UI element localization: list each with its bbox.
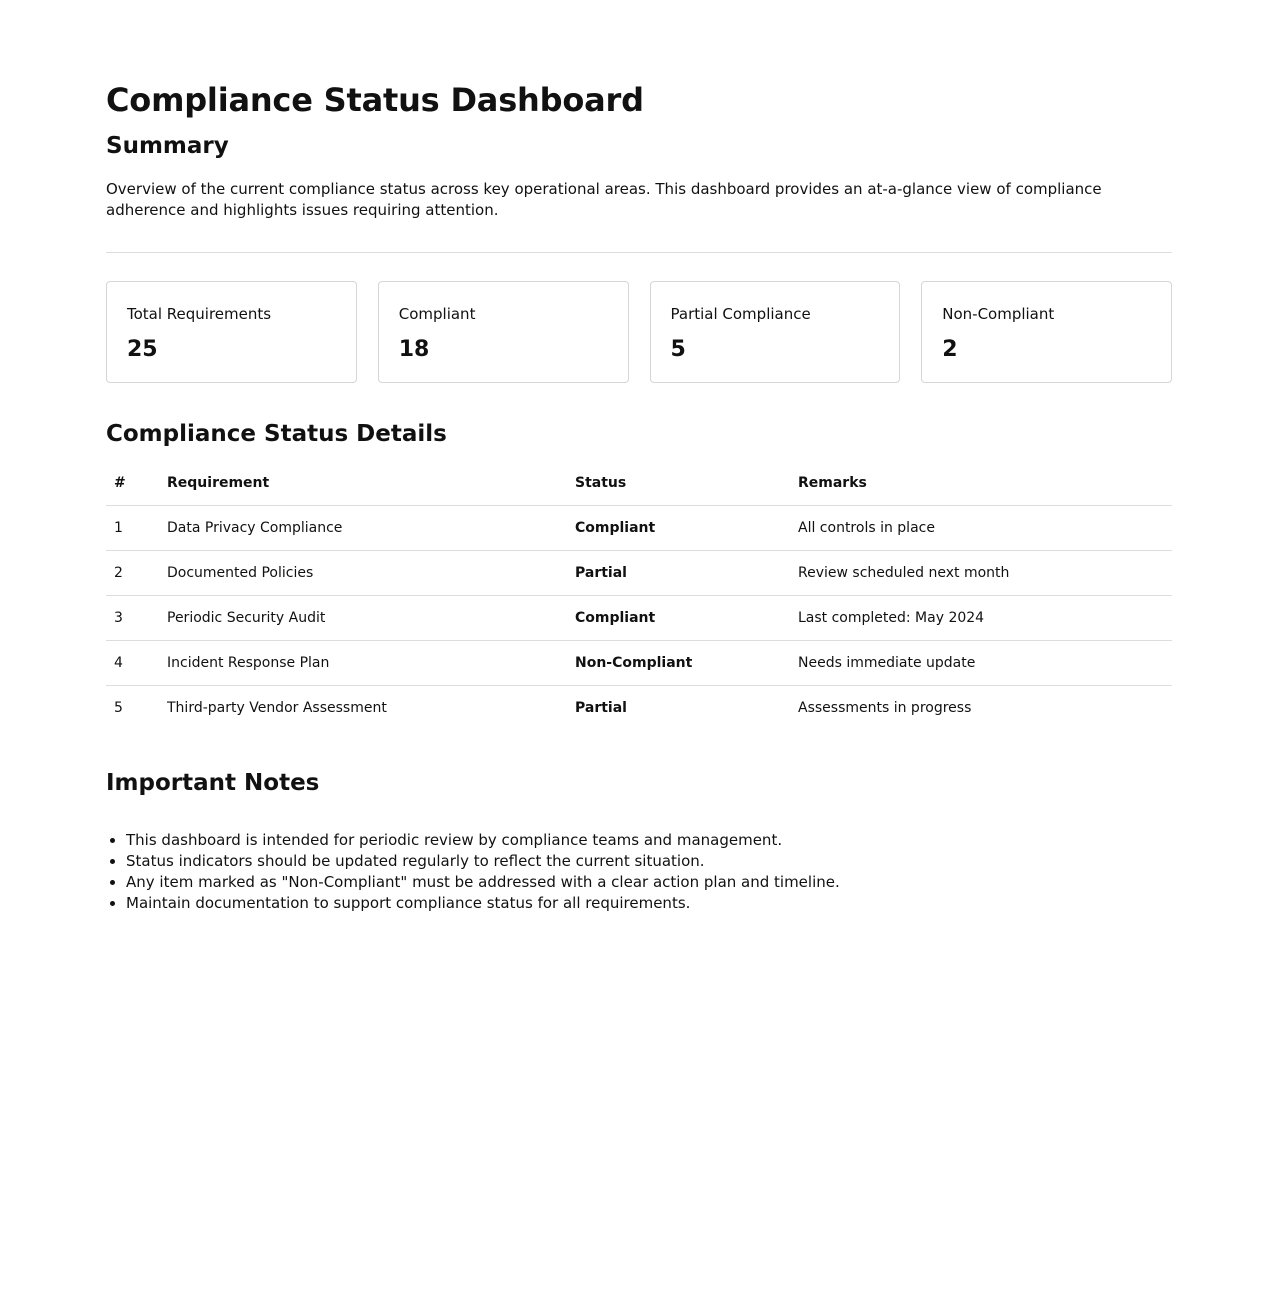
card-label: Partial Compliance	[670, 305, 811, 323]
row-status: Compliant	[567, 596, 790, 641]
notes-list	[106, 830, 1172, 914]
summary-text: Overview of the current compliance status across key operational areas. This dashboard provides an at-a-glance view of compliance adherence and highlights issues requiring attention.	[106, 180, 1102, 219]
card-value: 5	[670, 337, 686, 362]
row-requirement: Incident Response Plan	[159, 641, 567, 686]
row-number: 2	[106, 551, 159, 596]
list-item: • This dashboard is intended for periodic review by compliance teams and management.	[126, 830, 1172, 851]
row-remarks: All controls in place	[790, 506, 1172, 551]
notes-heading: Important Notes	[106, 770, 320, 796]
row-status: Partial	[575, 700, 627, 716]
table-header-row	[106, 461, 1172, 506]
row-number: 3	[106, 596, 159, 641]
card-non-compliant	[921, 281, 1172, 383]
row-requirement: Periodic Security Audit	[159, 596, 567, 641]
page-title: Compliance Status Dashboard	[106, 81, 644, 119]
list-item: • Maintain documentation to support compliance status for all requirements.	[126, 893, 1172, 914]
column-header-requirement: Requirement	[159, 461, 567, 506]
section-divider	[106, 252, 1172, 253]
card-label: Non-Compliant	[942, 305, 1055, 323]
row-remarks: Needs immediate update	[790, 641, 1172, 686]
row-remarks: Last completed: May 2024	[790, 596, 1172, 641]
summary-cards	[106, 281, 1172, 383]
row-remarks: Assessments in progress	[798, 700, 972, 716]
row-number: 5	[114, 700, 123, 716]
column-header-status: Status	[567, 461, 790, 506]
card-label: Compliant	[398, 305, 476, 323]
row-remarks: Review scheduled next month	[790, 551, 1172, 596]
card-value: 18	[398, 337, 430, 362]
details-heading: Compliance Status Details	[106, 421, 447, 447]
compliance-table	[106, 461, 1172, 730]
row-status: Non-Compliant	[567, 641, 790, 686]
card-total-requirements	[106, 281, 357, 383]
row-requirement: Data Privacy Compliance	[159, 506, 567, 551]
card-partial-compliance	[650, 281, 901, 383]
summary-heading: Summary	[106, 133, 229, 159]
row-number: 1	[106, 506, 159, 551]
table-row	[106, 641, 1172, 686]
table-row	[106, 686, 1172, 731]
row-requirement: Documented Policies	[159, 551, 567, 596]
row-number: 4	[106, 641, 159, 686]
list-item: • Any item marked as "Non-Compliant" must be addressed with a clear action plan and timeline.	[126, 872, 1172, 893]
row-requirement: Third-party Vendor Assessment	[167, 700, 387, 716]
table-row	[106, 596, 1172, 641]
card-value: 2	[942, 337, 958, 362]
card-label: Total Requirements	[127, 305, 272, 323]
column-header-number: #	[106, 461, 159, 506]
card-compliant	[378, 281, 629, 383]
table-row	[106, 506, 1172, 551]
summary-section	[106, 131, 1172, 221]
card-value: 25	[127, 337, 158, 362]
column-header-remarks: Remarks	[790, 461, 1172, 506]
row-status: Partial	[567, 551, 790, 596]
table-row	[106, 551, 1172, 596]
dashboard-page	[106, 0, 1172, 914]
row-status: Compliant	[567, 506, 790, 551]
list-item: • Status indicators should be updated regularly to reflect the current situation.	[126, 851, 1172, 872]
